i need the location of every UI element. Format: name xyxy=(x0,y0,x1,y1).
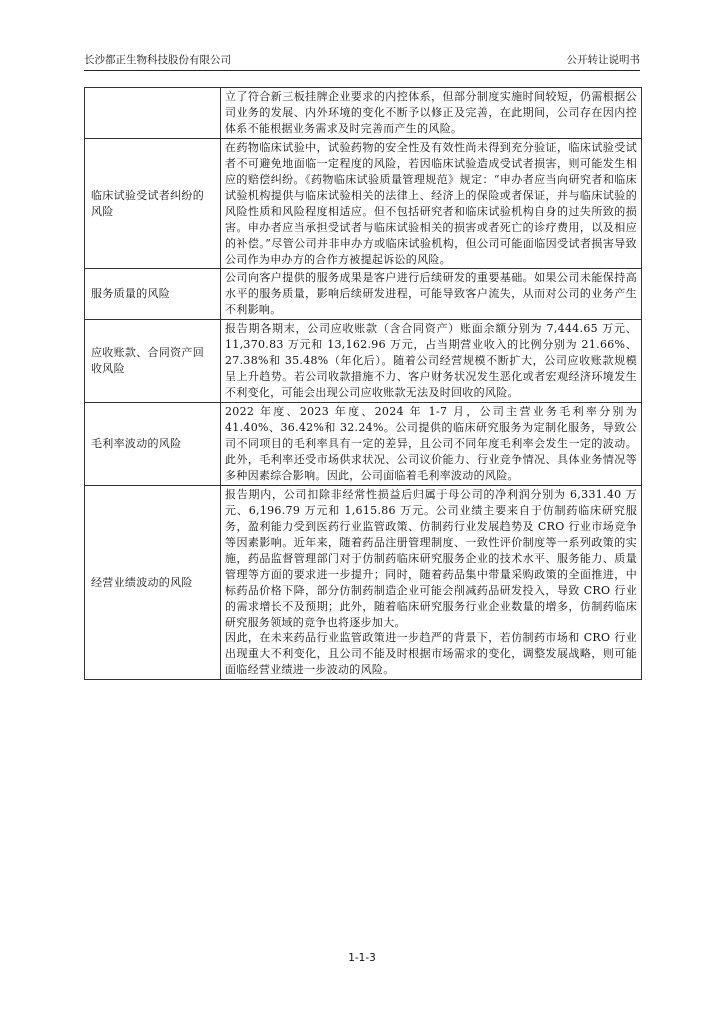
risk-description xyxy=(221,485,642,679)
risk-row-clinical-trial-disputes xyxy=(85,138,642,269)
risk-label: 应收账款、合同资产回收风险 xyxy=(85,320,221,403)
risk-description xyxy=(221,403,642,486)
risk-description xyxy=(221,88,642,139)
risk-table xyxy=(84,87,642,680)
header-company-name: 长沙都正生物科技股份有限公司 xyxy=(84,54,231,66)
header-document-type: 公开转让说明书 xyxy=(566,54,640,66)
page-number: 1-1-3 xyxy=(348,952,376,964)
risk-row-service-quality xyxy=(85,269,642,320)
risk-row-performance-volatility xyxy=(85,485,642,679)
risk-description xyxy=(221,269,642,320)
risk-paragraph: 报告期各期末，公司应收账款（含合同资产）账面余额分别为 7,444.65 万元、11,370.83 万元和 13,162.96 万元，占当期营业收入的比例分别为 21.66%、27.38%和 35.48%（年化后）。随着公司经营规模不断扩大，公司应收账款规模呈上升趋势。若公司收款措施不力、客户财务状况发生恶化或者宏观经济环境发生不利变化，可能会出现公司应收账款无法及时回收的风险。 xyxy=(225,322,637,400)
risk-row-gross-margin xyxy=(85,403,642,486)
risk-paragraph: 因此，在未来药品行业监管政策进一步趋严的背景下，若仿制药市场和 CRO 行业出现重大不利变化，且公司不能及时根据市场需求的变化，调整发展战略，则可能面临经营业绩进一步波动的风险。 xyxy=(225,631,637,677)
risk-paragraph: 在药物临床试验中，试验药物的安全性及有效性尚未得到充分验证，临床试验受试者不可避免地面临一定程度的风险，若因临床试验造成受试者损害，则可能发生相应的赔偿纠纷。《药物临床试验质量管理规范》规定：“申办者应当向研究者和临床试验机构提供与临床试验相关的法律上、经济上的保险或者保证，并与临床试验的风险性质和风险程度相适应。但不包括研究者和临床试验机构自身的过失所致的损害。申办者应当承担受试者与临床试验相关的损害或者死亡的诊疗费用，以及相应的补偿。”尽管公司并非申办方或临床试验机构，但公司可能面临因受试者损害导致公司作为申办方的合作方被提起诉讼的风险。 xyxy=(225,140,637,266)
risk-description xyxy=(221,320,642,403)
risk-paragraph: 立了符合新三板挂牌企业要求的内控体系，但部分制度实施时间较短，仍需根据公司业务的发展、内外环境的变化不断予以修正及完善，在此期间，公司存在因内控体系不能根据业务需求及时完善而产生的风险。 xyxy=(225,90,637,135)
risk-label: 经营业绩波动的风险 xyxy=(85,485,221,679)
risk-paragraph: 公司向客户提供的服务成果是客户进行后续研发的重要基础。如果公司未能保持高水平的服务质量，影响后续研发进程，可能导致客户流失，从而对公司的业务产生不利影响。 xyxy=(225,271,637,317)
header-divider xyxy=(84,70,640,71)
risk-label: 临床试验受试者纠纷的风险 xyxy=(85,138,221,269)
risk-paragraph: 报告期内，公司扣除非经常性损益后归属于母公司的净利润分别为 6,331.40 万元、6,196.79 万元和 1,615.86 万元。公司业绩主要来自于仿制药临床研究服务，盈利能力受到医药行业监管政策、仿制药行业发展趋势及 CRO 行业市场竞争等因素影响。近年来，随着药品注册管理制度、一致性评价制度等一系列政策的实施，药品监督管理部门对于仿制药临床研究服务企业的技术水平、服务能力、质量管理等方面的要求进一步提升；同时，随着药品集中带量采购政策的全面推进，中标药品价格下降，部分仿制药制造企业可能会削减药品研发投入，导致 CRO 行业的需求增长不及预期；此外，随着临床研究服务行业企业数量的增多，仿制药临床研究服务领域的竞争也将逐步加大。 xyxy=(225,487,637,629)
risk-description xyxy=(221,138,642,269)
risk-row-receivables xyxy=(85,320,642,403)
risk-label: 服务质量的风险 xyxy=(85,269,221,320)
risk-row-internal-control xyxy=(85,88,642,139)
risk-paragraph: 2022 年度、2023 年度、2024 年 1-7 月，公司主营业务毛利率分别为 41.40%、36.42%和 32.24%。公司提供的临床研究服务为定制化服务，导致公司不同项目的毛利率具有一定的差异，且公司不同年度毛利率会发生一定的波动。此外，毛利率还受市场供求状况、公司议价能力、行业竞争情况、具体业务情况等多种因素综合影响。因此，公司面临着毛利率波动的风险。 xyxy=(225,405,637,482)
risk-label: 毛利率波动的风险 xyxy=(85,403,221,486)
page-header xyxy=(84,52,640,68)
risk-label xyxy=(85,88,221,139)
